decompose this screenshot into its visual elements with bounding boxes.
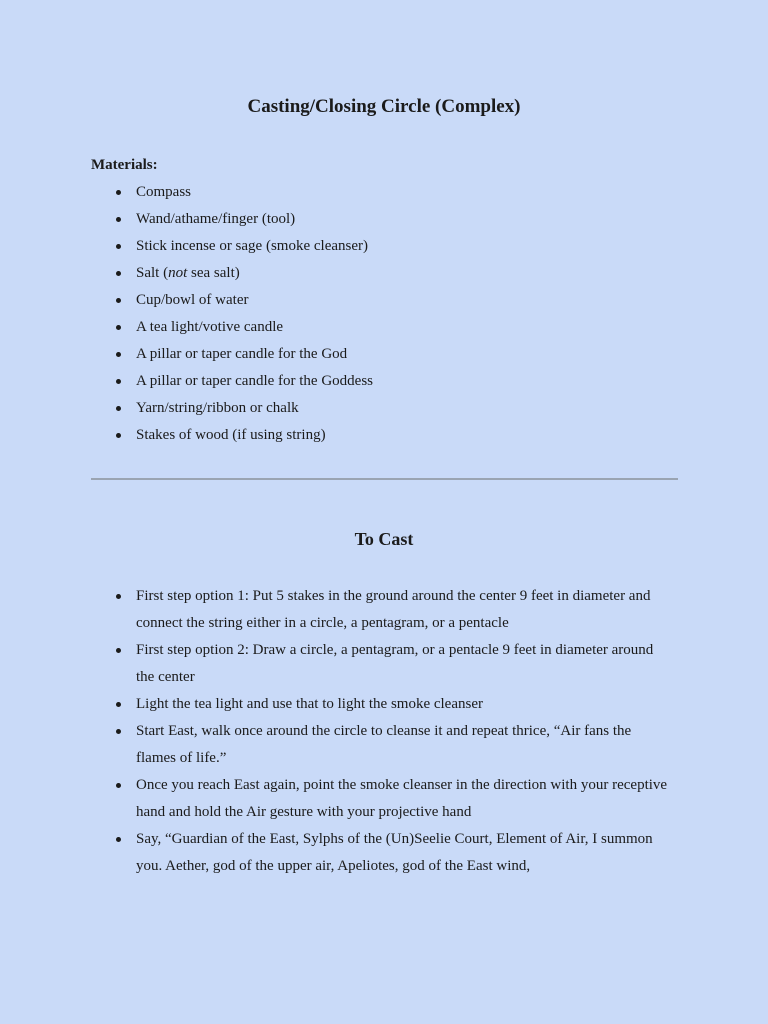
list-item-text: Cup/bowl of water xyxy=(136,292,249,308)
materials-heading: Materials: xyxy=(91,157,158,173)
horizontal-divider xyxy=(91,478,678,480)
list-item-text: sea salt) xyxy=(187,265,240,281)
list-item: Start East, walk once around the circle to cleanse it and repeat thrice, “Air fans the flames of life.” xyxy=(91,718,671,772)
list-item xyxy=(91,233,671,260)
emphasis-text: not xyxy=(168,265,188,281)
list-item-text: A tea light/votive candle xyxy=(136,319,284,335)
list-item-text: Wand/athame/finger (tool) xyxy=(136,211,296,227)
list-item xyxy=(91,260,671,287)
page-title: Casting/Closing Circle (Complex) xyxy=(247,96,521,117)
list-item xyxy=(91,422,671,449)
list-item xyxy=(91,314,671,341)
list-item-text: A pillar or taper candle for the God xyxy=(136,346,348,362)
list-item-text: Stakes of wood (if using string) xyxy=(136,427,326,443)
list-item: Light the tea light and use that to light the smoke cleanser xyxy=(91,691,671,718)
list-item xyxy=(91,287,671,314)
list-item: First step option 2: Draw a circle, a pentagram, or a pentacle 9 feet in diameter around the center xyxy=(91,637,671,691)
cast-steps-list xyxy=(91,583,671,880)
list-item xyxy=(91,395,671,422)
list-item-text: A pillar or taper candle for the Goddess xyxy=(136,373,374,389)
list-item: Say, “Guardian of the East, Sylphs of the (Un)Seelie Court, Element of Air, I summon you. Aether, god of the upper air, Apeliotes, god of the East wind, xyxy=(91,826,671,880)
list-item xyxy=(91,368,671,395)
materials-list xyxy=(91,179,671,449)
list-item xyxy=(91,341,671,368)
list-item-text: Compass xyxy=(136,184,192,200)
list-item-text: Stick incense or sage (smoke cleanser) xyxy=(136,238,368,254)
list-item xyxy=(91,206,671,233)
list-item: Once you reach East again, point the smoke cleanser in the direction with your receptive hand and hold the Air gesture with your projective hand xyxy=(91,772,671,826)
list-item xyxy=(91,179,671,206)
section-heading: To Cast xyxy=(354,529,414,549)
list-item: First step option 1: Put 5 stakes in the ground around the center 9 feet in diameter and connect the string either in a circle, a pentagram, or a pentacle xyxy=(91,583,671,637)
list-item-text: Salt ( xyxy=(136,265,169,281)
list-item-text: Yarn/string/ribbon or chalk xyxy=(136,400,299,416)
